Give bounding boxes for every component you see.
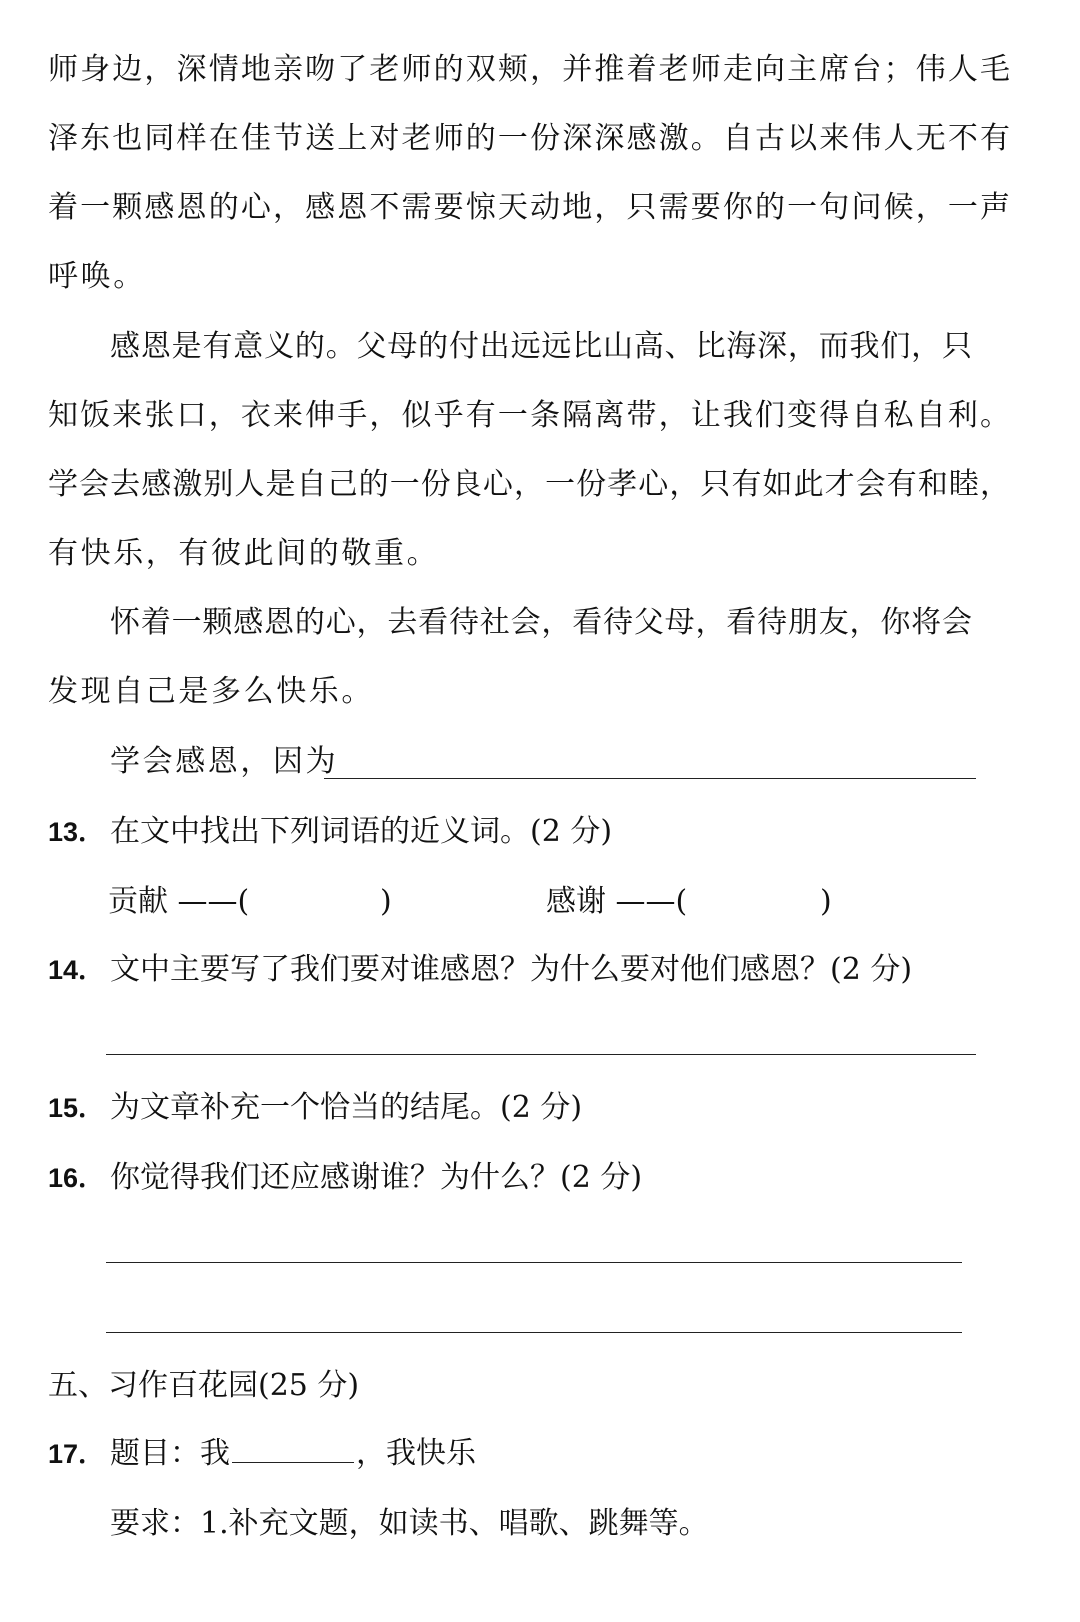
passage-line-3: 着一颗感恩的心，感恩不需要惊天动地，只需要你的一句问候，一声 (48, 190, 1010, 225)
passage-line-2: 泽东也同样在佳节送上对老师的一份深深感激。自古以来伟人无不有 (48, 121, 1010, 156)
question-14-number: 14． (48, 955, 106, 985)
passage-line-6: 知饭来张口，衣来伸手，似乎有一条隔离带，让我们变得自私自利。 (48, 398, 1010, 433)
question-13-text: 在文中找出下列词语的近义词。(2 分) (110, 814, 613, 849)
q13-item-gongxian-close: ) (380, 884, 392, 919)
question-14-text: 文中主要写了我们要对谁感恩？为什么要对他们感恩？(2 分) (110, 952, 913, 987)
passage-closing-prompt: 学会感恩，因为 (110, 744, 339, 779)
q16-answer-line-2[interactable] (106, 1332, 962, 1333)
passage-line-9: 怀着一颗感恩的心，去看待社会，看待父母，看待朋友，你将会 (110, 605, 972, 640)
passage-line-10: 发现自己是多么快乐。 (48, 674, 374, 709)
question-15-number: 15． (48, 1093, 106, 1123)
q17-title-prefix: 题目：我 (110, 1436, 230, 1471)
question-13-number: 13． (48, 817, 106, 847)
question-16-text: 你觉得我们还应感谢谁？为什么？(2 分) (110, 1160, 643, 1195)
passage-line-4: 呼唤。 (48, 259, 146, 294)
q16-answer-line-1[interactable] (106, 1262, 962, 1263)
q13-item-ganxie: 感谢 ——( (546, 884, 688, 919)
q17-title-suffix: ，我快乐 (356, 1436, 476, 1471)
question-17-number: 17． (48, 1439, 106, 1469)
closing-answer-line[interactable] (324, 778, 976, 779)
section-5-title: 五、习作百花园(25 分) (48, 1368, 360, 1403)
passage-line-8: 有快乐，有彼此间的敬重。 (48, 536, 440, 571)
q13-item-gongxian: 贡献 ——( (108, 884, 250, 919)
q13-item-ganxie-close: ) (820, 884, 832, 919)
passage-line-7: 学会去感激别人是自己的一份良心，一份孝心，只有如此才会有和睦， (48, 467, 1010, 502)
question-15-text: 为文章补充一个恰当的结尾。(2 分) (110, 1090, 583, 1125)
passage-line-1: 师身边，深情地亲吻了老师的双颊，并推着老师走向主席台；伟人毛 (48, 52, 1010, 87)
q14-answer-line[interactable] (106, 1054, 976, 1055)
q17-requirement: 要求：1.补充文题，如读书、唱歌、跳舞等。 (110, 1506, 709, 1541)
question-17-title-line (110, 1434, 476, 1474)
q17-title-blank[interactable] (232, 1436, 354, 1463)
question-16-number: 16． (48, 1163, 106, 1193)
passage-line-5: 感恩是有意义的。父母的付出远远比山高、比海深，而我们，只 (110, 329, 972, 364)
